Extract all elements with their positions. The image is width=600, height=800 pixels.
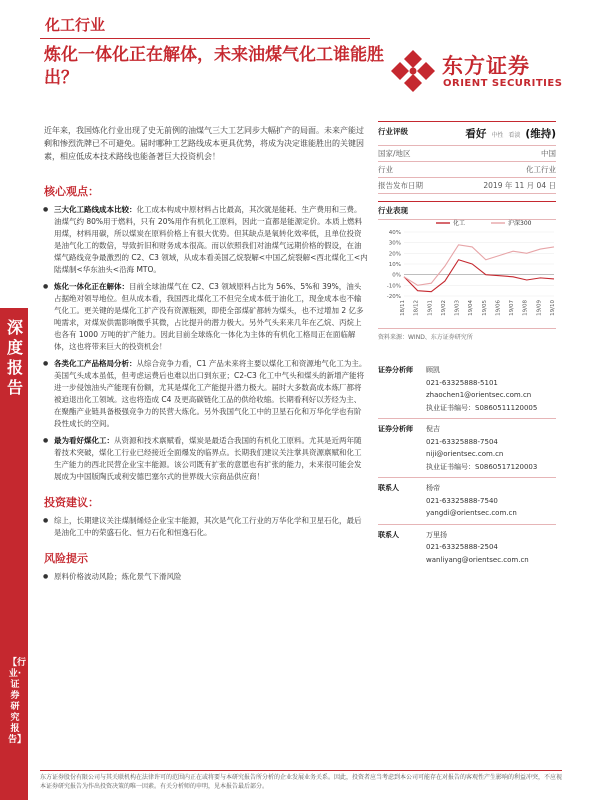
list-item (40, 204, 368, 276)
x-tick-label: 19/10 (550, 300, 556, 316)
bullet-highlight: 最为看好煤化工： (54, 436, 114, 445)
x-tick-label: 19/06 (495, 300, 502, 316)
contact-email[interactable]: yangdi@orientsec.com.cn (426, 509, 517, 517)
info-row (378, 146, 556, 162)
x-tick-label: 19/03 (454, 300, 461, 316)
bullet-highlight: 炼化一体化正在解体： (54, 282, 129, 291)
y-tick-label: 20% (388, 251, 401, 258)
legend-label: 沪深300 (508, 220, 532, 227)
x-tick-label: 19/01 (427, 300, 434, 316)
brand-name-cn: 东方证券 (442, 54, 530, 78)
investment-heading: 投资建议： (44, 496, 99, 509)
info-label: 报告发布日期 (378, 181, 423, 190)
bullet-highlight: 各类化工产品格局分析： (54, 359, 137, 368)
info-row (378, 162, 556, 178)
main-content (40, 185, 368, 588)
contact-email[interactable]: wanliyang@orientsec.com.cn (426, 555, 529, 564)
rating-value: 看好 (465, 128, 487, 140)
x-tick-label: 18/11 (400, 300, 406, 316)
contacts (378, 360, 556, 570)
industry-label: 化工行业 (45, 16, 106, 34)
rating-option: 中性 (491, 132, 504, 139)
performance-chart (374, 216, 560, 326)
rating-keep: (维持) (525, 128, 556, 140)
contact-name: 顾凯 (426, 366, 440, 374)
risk-heading: 风险提示 (44, 552, 88, 565)
contact-name: 万里扬 (426, 530, 447, 539)
contact-email[interactable]: zhaochen1@orientsec.com.cn (426, 391, 532, 399)
list-item (40, 515, 368, 539)
list-item (40, 281, 368, 353)
bullet-text: 综上，长期建议关注煤制烯烃企业宝丰能源，其次是气化工行业的万华化学和卫星石化，最后是油化工中的荣盛石化、恒力石化和恒逸石化。 (54, 516, 362, 537)
contact-block (378, 478, 556, 525)
y-tick-label: 10% (388, 262, 401, 268)
disclaimer-footer: 东方证券股份有限公司与其关联机构在法律许可的范围内正在或将要与本研究报告所分析的企业发展业务关系。因此，投资者应当考虑到本公司可能存在对报告的客观性产生影响的利益冲突，不应视本证券研究报告为作出投资决策的唯一因素。有关分析师的申明，见本报告最后部分。 (40, 770, 562, 791)
x-tick-label: 19/05 (481, 300, 488, 316)
contact-block (378, 360, 556, 419)
info-value: 化工行业 (526, 165, 556, 174)
y-tick-label: -20% (386, 294, 401, 300)
rating-option: 看淡 (508, 132, 521, 139)
brand-name-en: ORIENT SECURITIES (443, 78, 563, 89)
rating-row (378, 121, 556, 146)
info-value: 中国 (541, 149, 556, 158)
contact-license: 执业证书编号：S0860511120005 (426, 403, 538, 412)
report-category-label: 【行业·证券研究报告】 (8, 658, 27, 745)
y-tick-label: 40% (388, 230, 401, 236)
bullet-text: 化工成本构成中原材料占比最高，其次就是能耗、生产费用和三费。油煤气约 80%用于燃料，只有 20%用作有机化工原料，因此一直都是能源定价。本质上燃料用煤，材料用碳，所以煤炭在原料价格上有很大优势。但其缺点是氧转化效率低，且单位投资是油气化工的数倍，导致折旧和财务成本很高。而以依照我们对油煤气远期价格的假设，在油煤气路线竞争最激烈的 C2、C3 领域，从成本看美国乙烷裂解<中国乙烷裂解<西北煤化工<内陆煤制<华东油头<沿海 MTO。 (54, 205, 368, 274)
contact-name: 杨帝 (426, 484, 440, 492)
report-title: 炼化一体化正在解体，未来油煤气化工谁能胜出？ (44, 45, 384, 88)
report-type-label: 深度报告 (6, 318, 23, 397)
intro-paragraph: 近年来，我国炼化行业出现了史无前例的油煤气三大工艺同步大幅扩产的局面。未来产能过剩和惨烈洗牌已不可避免。届时哪种工艺路线成本更具优势，将成为决定谁能胜出的关键因素，相应低成本技术路线也能备著巨大投资机会！ (44, 126, 364, 161)
series-line-chemical (404, 260, 554, 292)
contact-email[interactable]: niji@orientsec.com.cn (426, 450, 504, 458)
list-item (40, 571, 368, 583)
x-tick-label: 19/02 (440, 300, 447, 316)
info-label: 行业 (378, 165, 393, 174)
contact-block (378, 419, 556, 478)
y-tick-label: 30% (388, 240, 401, 247)
contact-phone: 021-63325888-2504 (426, 543, 498, 551)
contact-phone: 021-63325888-5101 (426, 378, 498, 387)
chart-heading: 行业表现 (378, 201, 556, 220)
info-label: 国家/地区 (378, 149, 411, 158)
contact-name: 倪吉 (426, 425, 440, 433)
contact-block (378, 525, 556, 571)
x-tick-label: 19/07 (509, 300, 516, 316)
contact-role: 联系人 (378, 484, 399, 492)
info-value: 2019 年 11 月 04 日 (483, 181, 556, 190)
contact-phone: 021-63325888-7540 (426, 496, 498, 505)
contact-role: 联系人 (378, 530, 399, 539)
bullet-text: 原料价格波动风险；炼化景气下滑风险 (54, 572, 182, 581)
divider (40, 38, 370, 39)
bullet-text: 从综合竞争力看，C1 产品未来将主要以煤化工和资源地气化工为主。美国气头成本虽低，但考虑运费后也难以出口到东亚；C2-C3 化工中气头和煤头的新增产能将进一步侵蚀油头产能现有份额，尤其是煤化工产能提升潜力极大。届时大多数高成本炼厂都将被迫退出化工领域。这也将造成 C4 及更高碳链化工品的供给收缩。长期看利好以芳烃为主、在聚酯产业链具备极强竞争力的民营大炼化。另外我国气化工中的卫星石化和万华化学也有阶段性成长的空间。 (54, 359, 367, 428)
orient-logo-icon (388, 48, 438, 94)
info-row (378, 178, 556, 194)
chart-source: 资料来源：WIND、东方证券研究所 (378, 328, 556, 341)
contact-role: 证券分析师 (378, 425, 413, 433)
y-tick-label: -10% (386, 283, 401, 290)
rating-table (378, 121, 556, 194)
bullet-text: 目前全球油煤气在 C2、C3 领域原料占比为 56%、5%和 39%，油头占据绝对领导地位。但从成本看，我国西北煤化工不但完全成本低于油化工，现金成本也不输气化工。更关键的是煤化工扩产没有资源瓶颈，即使全部煤矿都转为煤头，也不过增加 2 亿多吨需求，对煤炭供需影响微乎其微，占比提升的潜力极大。另外气头来来几年在乙烷、丙烷上也各有 1000 万吨的扩产能力。因此目前全球炼化一体化为主体的有机化工格局正在面临解体，这也将带来巨大的投资机会！ (54, 282, 364, 351)
bullet-text: 从资源和技术禀赋看，煤炭是最适合我国的有机化工原料。尤其是近两年随着技术突破，煤化工行业已经接近全面爆发的临界点。长期我们建议关注掌具资源禀赋和化工生产能力的西北民营企业宝丰能源。该公司既有扩张的意愿也有扩张的能力，未来很可能会发展成为中国版陶氏或利安德巴塞尔式的世界级大宗商品供应商！ (54, 436, 362, 481)
contact-role: 证券分析师 (378, 366, 413, 374)
x-tick-label: 19/09 (536, 300, 543, 316)
contact-license: 执业证书编号：S0860517120003 (426, 462, 538, 471)
legend-label: 化工 (453, 220, 466, 227)
x-tick-label: 19/04 (468, 300, 475, 316)
x-tick-label: 19/08 (522, 300, 529, 316)
y-tick-label: 0% (392, 272, 401, 279)
list-item (40, 358, 368, 430)
bullet-highlight: 三大化工路线成本比较： (54, 205, 137, 214)
x-tick-label: 18/12 (413, 300, 420, 316)
rating-label: 行业评级 (378, 127, 408, 136)
list-item (40, 435, 368, 483)
core-views-heading: 核心观点： (44, 185, 99, 198)
contact-phone: 021-63325888-7504 (426, 437, 498, 446)
